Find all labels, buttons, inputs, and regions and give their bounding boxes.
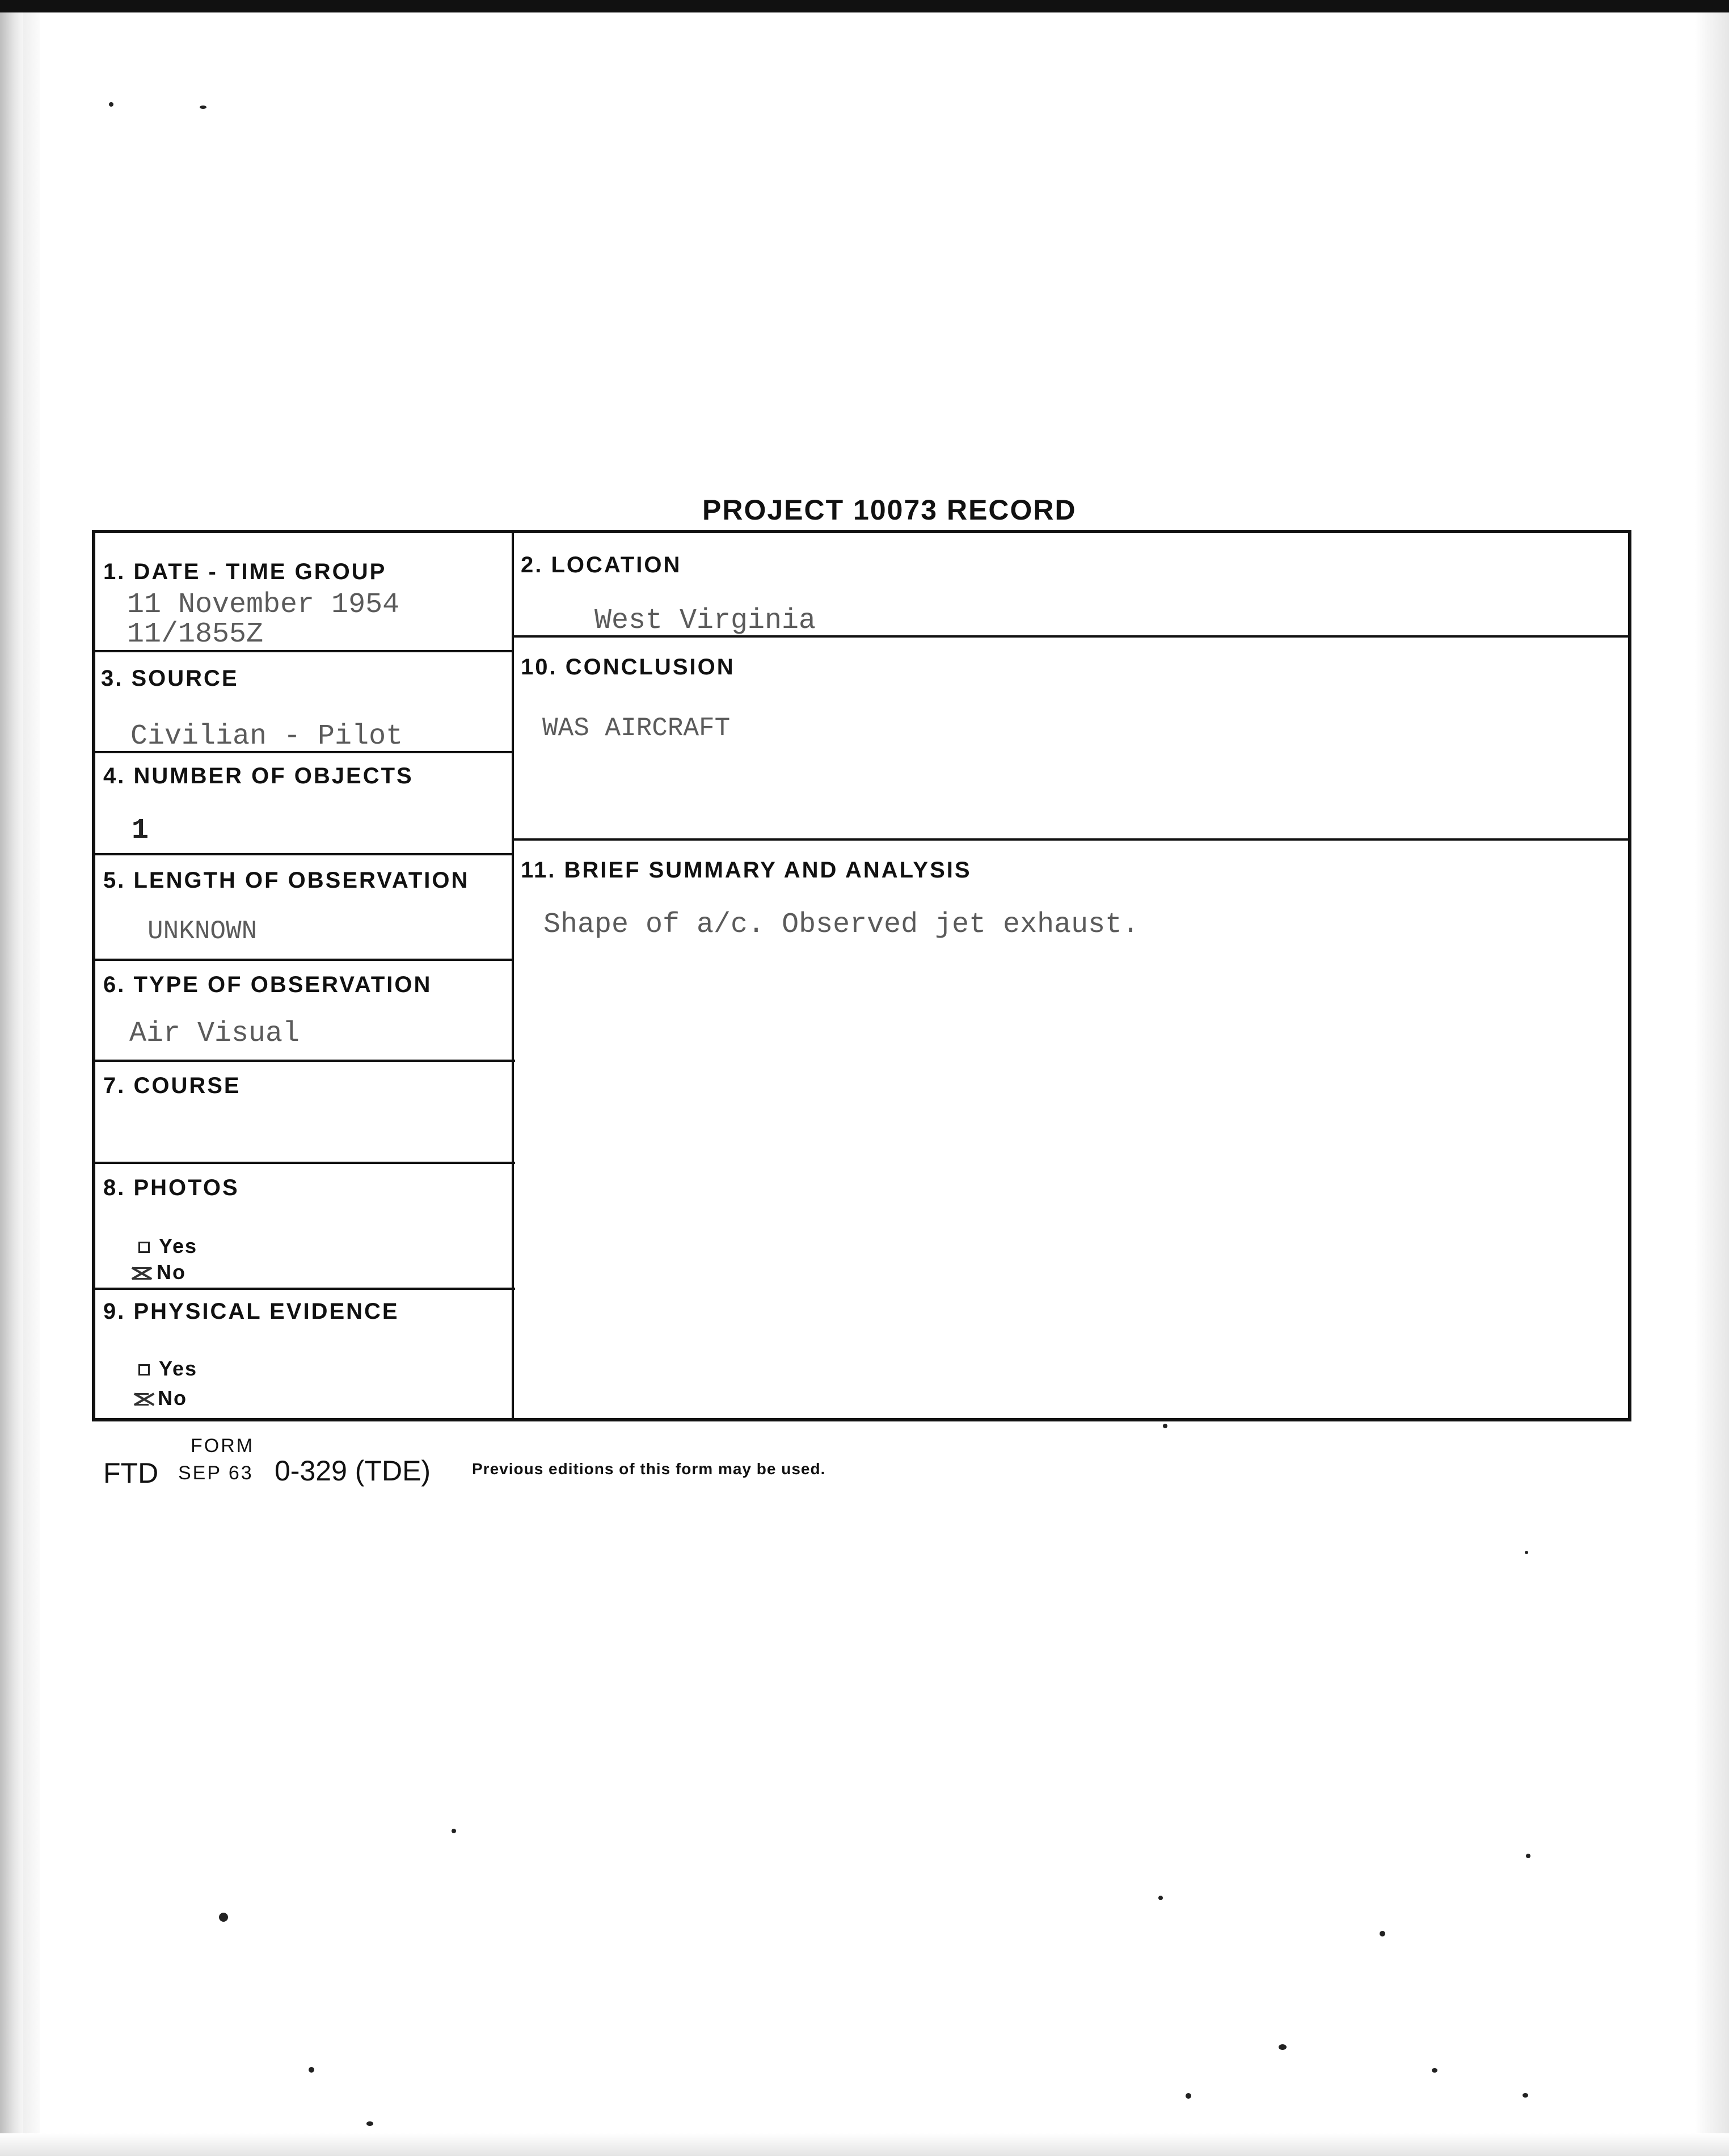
row-divider-conclusion bbox=[512, 838, 1629, 841]
scan-edge-left bbox=[0, 12, 23, 2156]
summary-label: 11. BRIEF SUMMARY AND ANALYSIS bbox=[521, 858, 972, 883]
location-label: 2. LOCATION bbox=[521, 552, 682, 577]
length-of-observation-value: UNKNOWN bbox=[147, 917, 258, 946]
footer-sep63: SEP 63 bbox=[178, 1462, 254, 1484]
course-label: 7. COURSE bbox=[103, 1073, 241, 1098]
scan-edge-bottom bbox=[0, 2133, 1729, 2156]
scan-speck bbox=[1186, 2093, 1191, 2099]
scan-speck bbox=[1526, 1854, 1530, 1858]
physical-evidence-yes-option bbox=[138, 1357, 197, 1381]
scan-speck bbox=[109, 102, 113, 107]
row-divider-4 bbox=[95, 853, 513, 855]
scan-speck bbox=[1380, 1931, 1385, 1936]
row-divider-6 bbox=[95, 1060, 515, 1062]
type-of-observation-value: Air Visual bbox=[129, 1018, 300, 1050]
photos-yes-label: Yes bbox=[159, 1234, 198, 1258]
number-of-objects-value: 1 bbox=[132, 815, 149, 847]
length-of-observation-label: 5. LENGTH OF OBSERVATION bbox=[103, 868, 470, 893]
physical-evidence-no-label: No bbox=[158, 1386, 187, 1410]
type-of-observation-label: 6. TYPE OF OBSERVATION bbox=[103, 972, 432, 997]
conclusion-value: WAS AIRCRAFT bbox=[542, 714, 731, 743]
date-value: 11 November 1954 bbox=[127, 589, 400, 621]
physical-evidence-no-option bbox=[133, 1386, 187, 1410]
checkbox-empty-icon bbox=[138, 1364, 150, 1376]
scan-speck bbox=[200, 106, 206, 109]
scan-edge-left-inner bbox=[23, 12, 40, 2156]
physical-evidence-label: 9. PHYSICAL EVIDENCE bbox=[103, 1299, 399, 1324]
footer-note: Previous editions of this form may be used. bbox=[472, 1460, 826, 1478]
checkbox-checked-icon bbox=[133, 1392, 150, 1407]
footer-form-label: FORM bbox=[191, 1435, 255, 1457]
scan-speck bbox=[452, 1829, 456, 1833]
page-title: PROJECT 10073 RECORD bbox=[702, 494, 1077, 526]
photos-yes-option bbox=[138, 1234, 197, 1258]
number-of-objects-label: 4. NUMBER OF OBJECTS bbox=[103, 763, 414, 788]
checkbox-checked-icon bbox=[130, 1266, 153, 1281]
summary-value: Shape of a/c. Observed jet exhaust. bbox=[543, 909, 1140, 941]
scan-speck bbox=[219, 1913, 228, 1922]
scan-speck bbox=[309, 2067, 314, 2073]
scan-speck bbox=[1158, 1896, 1163, 1900]
record-form bbox=[92, 530, 1631, 1421]
time-value: 11/1855Z bbox=[127, 618, 264, 651]
scan-speck bbox=[366, 2121, 373, 2126]
location-value: West Virginia bbox=[594, 605, 816, 637]
scan-edge-right bbox=[1695, 12, 1729, 2156]
scan-speck bbox=[1432, 2068, 1437, 2073]
row-divider-5 bbox=[95, 959, 513, 961]
conclusion-label: 10. CONCLUSION bbox=[521, 655, 735, 680]
scan-speck bbox=[1523, 2093, 1528, 2098]
checkbox-empty-icon bbox=[138, 1242, 150, 1253]
photos-label: 8. PHOTOS bbox=[103, 1175, 239, 1200]
row-divider-8 bbox=[95, 1288, 515, 1290]
source-label: 3. SOURCE bbox=[101, 666, 239, 691]
physical-evidence-yes-label: Yes bbox=[159, 1357, 198, 1380]
photos-no-label: No bbox=[157, 1260, 186, 1284]
photos-no-option bbox=[130, 1260, 186, 1284]
date-time-label: 1. DATE - TIME GROUP bbox=[103, 559, 387, 584]
row-divider-7 bbox=[95, 1162, 515, 1164]
source-value: Civilian - Pilot bbox=[130, 720, 403, 753]
footer-form-number: 0-329 (TDE) bbox=[275, 1455, 431, 1487]
column-divider bbox=[512, 533, 514, 1419]
scan-speck bbox=[1525, 1551, 1528, 1554]
scan-speck bbox=[1279, 2044, 1287, 2050]
scan-speck bbox=[1163, 1424, 1167, 1428]
footer-ftd: FTD bbox=[103, 1457, 159, 1489]
scan-edge-top bbox=[0, 0, 1729, 12]
